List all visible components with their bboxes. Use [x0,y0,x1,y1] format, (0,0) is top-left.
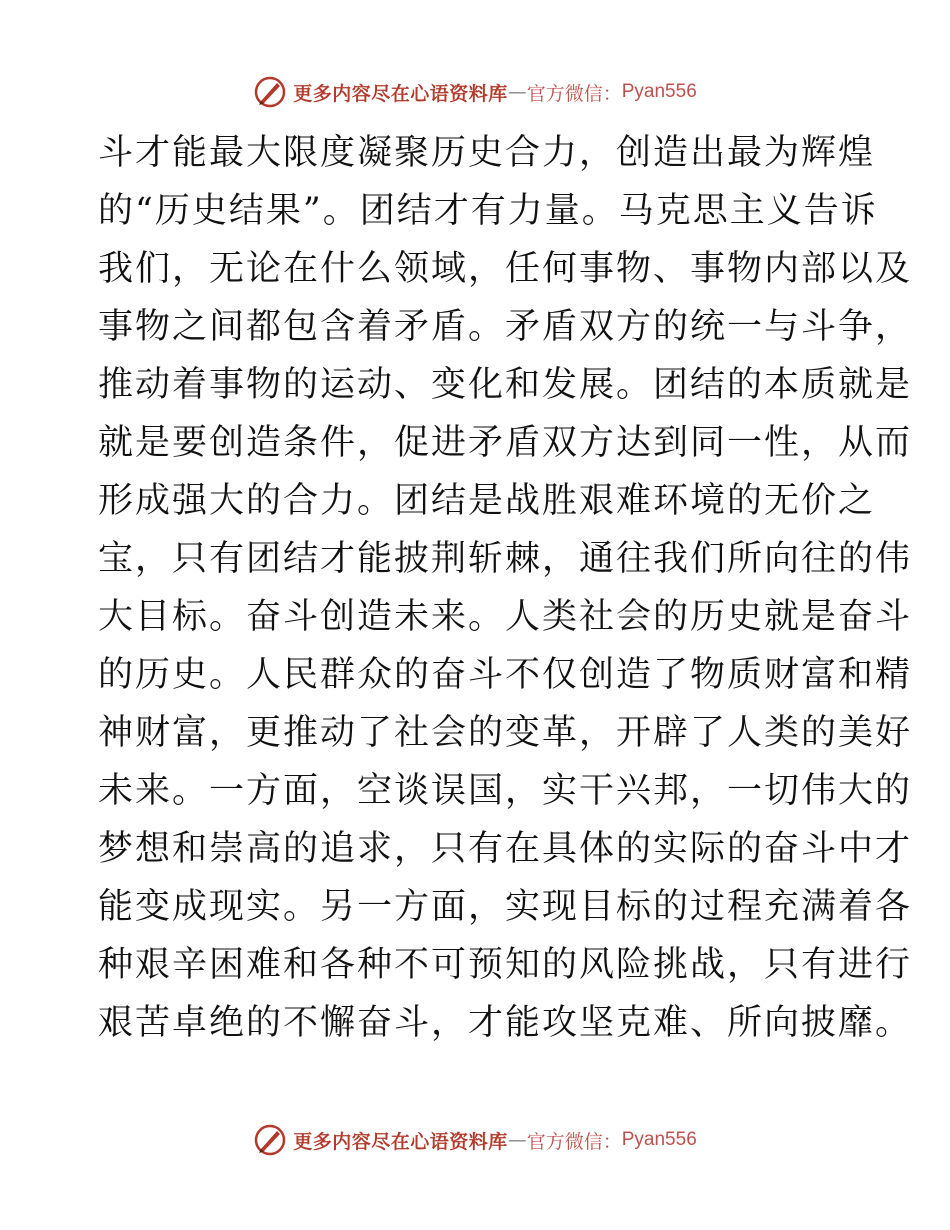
document-body [98,124,913,1052]
text-line: 未来。一方面，空谈误国，实干兴邦，一切伟大的 [98,771,913,811]
header-wechat-id: Pyan556 [621,81,697,102]
text-line: 的历史。人民群众的奋斗不仅创造了物质财富和精 [98,655,913,695]
footer-wechat-id: Pyan556 [621,1129,697,1150]
text-line: 形成强大的合力。团结是战胜艰难环境的无价之 [98,481,876,521]
text-line: 我们，无论在什么领域，任何事物、事物内部以及 [98,249,913,289]
text-line: 的“历史结果”。团结才有力量。马克思主义告诉 [98,191,878,231]
header-site-name: 更多内容尽在心语资料库 [293,82,508,105]
text-line: 神财富，更推动了社会的变革，开辟了人类的美好 [98,713,913,753]
footer-dash: — [507,1129,527,1151]
text-line: 宝，只有团结才能披荆斩棘，通往我们所向往的伟 [98,539,913,579]
text-line: 大目标。奋斗创造未来。人类社会的历史就是奋斗 [98,597,913,637]
footer-site-name: 更多内容尽在心语资料库 [293,1130,508,1153]
text-line: 能变成现实。另一方面，实现目标的过程充满着各 [98,887,913,927]
footer-wechat-label: 官方微信： [526,1130,622,1153]
text-line: 斗才能最大限度凝聚历史合力，创造出最为辉煌 [98,133,876,173]
header-dash: — [507,81,527,103]
header-wechat-label: 官方微信： [526,82,622,105]
text-line: 种艰辛困难和各种不可预知的风险挑战，只有进行 [98,945,913,985]
footer-banner [0,1120,950,1160]
quill-pen-circle-icon [253,75,287,109]
quill-pen-circle-icon [253,1123,287,1157]
text-line: 推动着事物的运动、变化和发展。团结的本质就是 [98,365,913,405]
text-line: 就是要创造条件，促进矛盾双方达到同一性，从而 [98,423,913,463]
text-line: 事物之间都包含着矛盾。矛盾双方的统一与斗争， [98,307,913,347]
text-line: 艰苦卓绝的不懈奋斗，才能攻坚克难、所向披靡。 [98,1003,913,1043]
header-banner [0,72,950,112]
text-line: 梦想和崇高的追求，只有在具体的实际的奋斗中才 [98,829,913,869]
